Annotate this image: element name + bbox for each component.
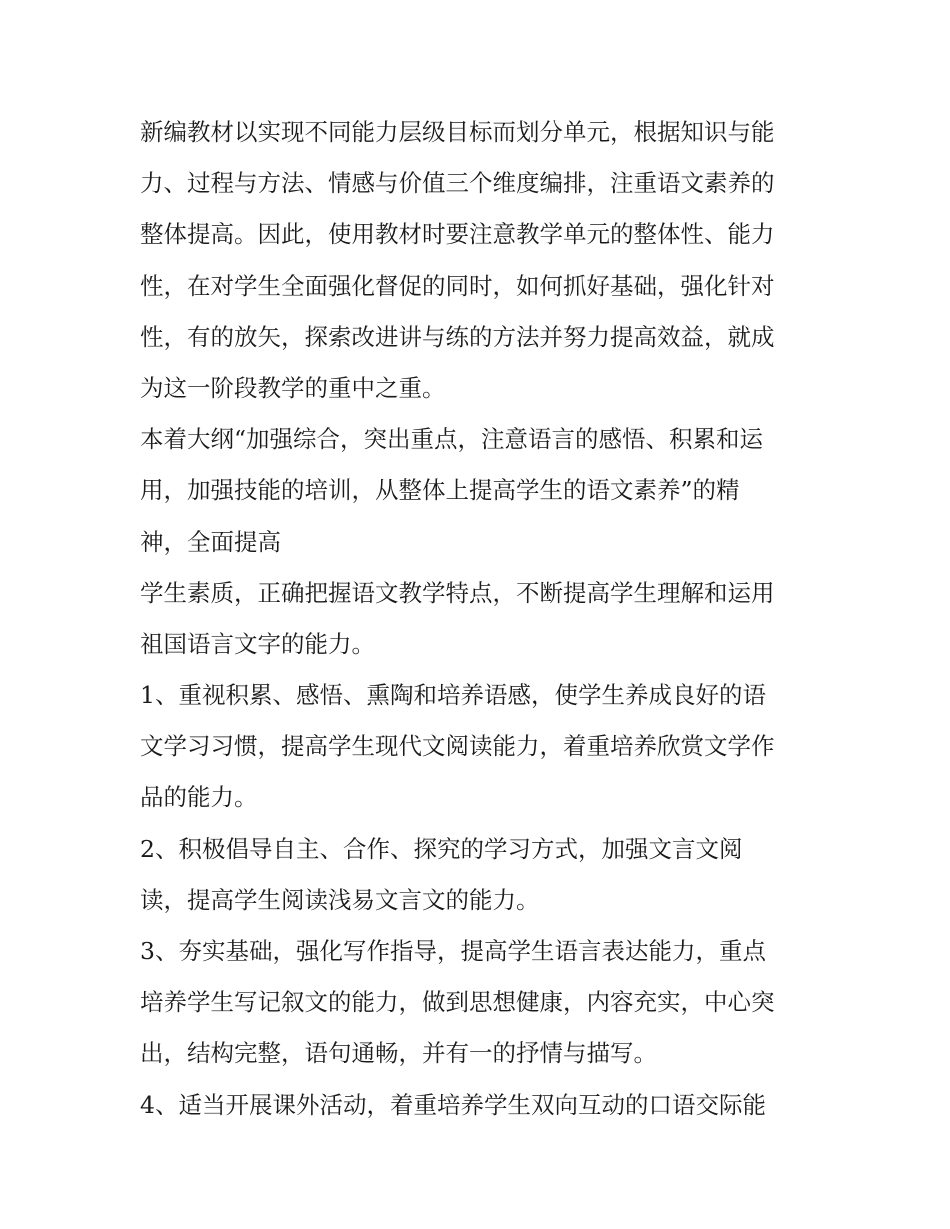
text-line: 新编教材以实现不同能力层级目标而划分单元，根据知识与能 <box>140 118 775 146</box>
text-line: 1、重视积累、感悟、熏陶和培养语感，使学生养成良好的语 <box>140 681 766 710</box>
text-line: 2、积极倡导自主、合作、探究的学习方式，加强文言文阅 <box>140 834 743 863</box>
text-line: 本着大纲“加强综合，突出重点，注意语言的感悟、积累和运 <box>140 425 764 454</box>
text-line: 性，有的放矢，探索改进讲与练的方法并努力提高效益，就成 <box>140 322 775 351</box>
text-line: 文学习习惯，提高学生现代文阅读能力，着重培养欣赏文学作 <box>140 732 775 761</box>
text-line: 神，全面提高 <box>140 527 281 556</box>
text-line: 用，加强技能的培训，从整体上提高学生的语文素养”的精 <box>140 476 740 505</box>
text-line: 整体提高。因此，使用教材时要注意教学单元的整体性、能力 <box>140 220 775 249</box>
text-line: 读，提高学生阅读浅易文言文的能力。 <box>140 885 540 914</box>
text-line: 出，结构完整，语句通畅，并有一的抒情与描写。 <box>140 1039 657 1068</box>
text-line: 4、适当开展课外活动，着重培养学生双向互动的口语交际能 <box>140 1090 766 1119</box>
text-line: 3、夯实基础，强化写作指导，提高学生语言表达能力，重点 <box>140 937 766 965</box>
text-line: 祖国语言文字的能力。 <box>140 629 375 658</box>
text-line: 为这一阶段教学的重中之重。 <box>140 373 446 402</box>
text-line: 培养学生写记叙文的能力，做到思想健康，内容充实，中心突 <box>140 988 775 1017</box>
text-line: 性，在对学生全面强化督促的同时，如何抓好基础，强化针对 <box>140 271 775 300</box>
text-line: 力、过程与方法、情感与价值三个维度编排，注重语文素养的 <box>140 169 775 198</box>
text-line: 品的能力。 <box>140 783 258 812</box>
body-text <box>140 107 840 1131</box>
text-line: 学生素质，正确把握语文教学特点，不断提高学生理解和运用 <box>140 578 775 607</box>
